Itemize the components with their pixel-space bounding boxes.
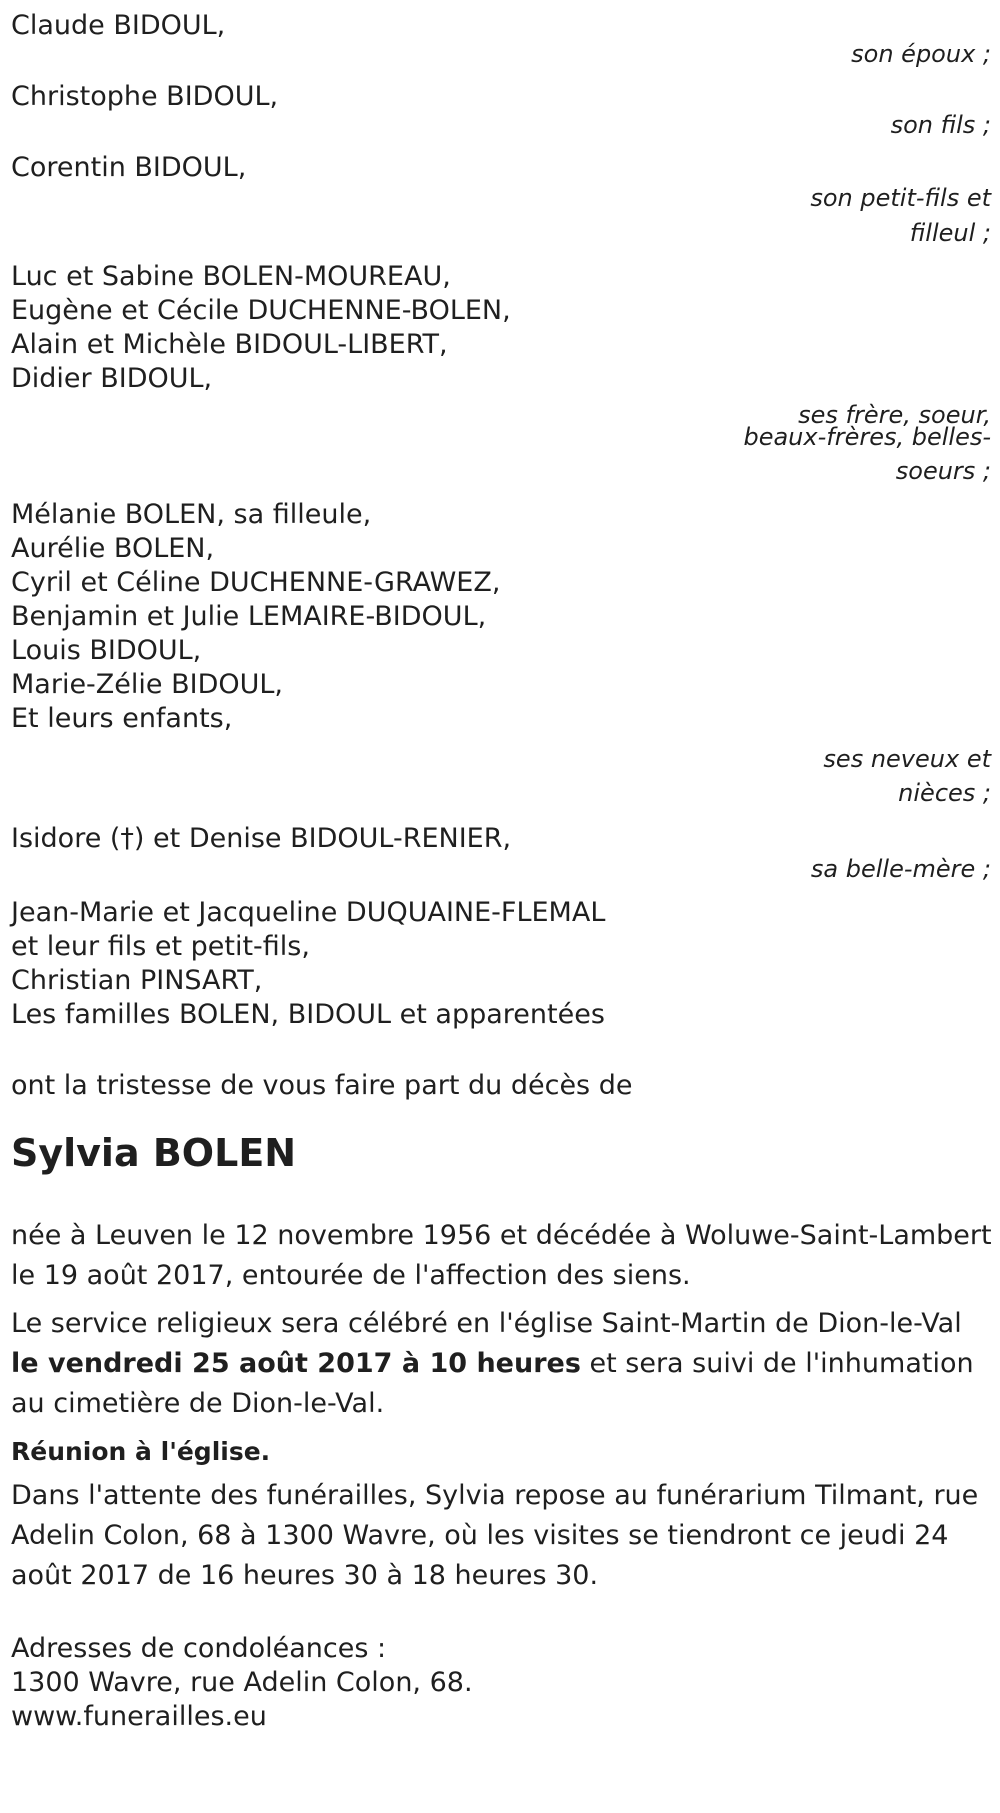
- family-name: Alain et Michèle BIDOUL-LIBERT,: [11, 329, 448, 360]
- family-name: Corentin BIDOUL,: [11, 152, 247, 183]
- family-group-others: [11, 896, 991, 1032]
- relation-label: ses frère, soeur,: [798, 401, 991, 429]
- family-name: Marie-Zélie BIDOUL,: [11, 669, 284, 700]
- family-name: Benjamin et Julie LEMAIRE-BIDOUL,: [11, 601, 487, 632]
- meeting-note: Réunion à l'église.: [11, 1437, 271, 1466]
- relation-label: nièces ;: [898, 779, 991, 807]
- relation-label: son fils ;: [890, 111, 991, 139]
- service-text: [11, 1304, 996, 1424]
- family-name: Mélanie BOLEN, sa filleule,: [11, 499, 372, 530]
- service-text-part: Le service religieux sera célébré en l'église Saint-Martin de Dion-le-Val: [11, 1308, 962, 1339]
- condolences-website-link[interactable]: www.funerailles.eu: [11, 1701, 267, 1732]
- relation-label: filleul ;: [909, 219, 991, 247]
- relation-label: sa belle-mère ;: [810, 855, 991, 883]
- announcement-text: ont la tristesse de vous faire part du décès de: [11, 1070, 633, 1101]
- condolences-address: 1300 Wavre, rue Adelin Colon, 68.: [11, 1667, 473, 1698]
- family-name: Christian PINSART,: [11, 965, 263, 996]
- family-name: Christophe BIDOUL,: [11, 81, 279, 112]
- relation-label: beaux-frères, belles-: [743, 423, 991, 451]
- relation-label: son petit-fils et: [810, 184, 991, 212]
- family-group-siblings: [11, 260, 991, 488]
- family-name: Cyril et Céline DUCHENNE-GRAWEZ,: [11, 567, 501, 598]
- family-group-nephews: [11, 498, 991, 810]
- family-name: Et leurs enfants,: [11, 703, 233, 734]
- family-group-son: [11, 77, 991, 138]
- relation-label: soeurs ;: [895, 457, 991, 485]
- condolences-label: Adresses de condoléances :: [11, 1633, 387, 1664]
- family-name: Louis BIDOUL,: [11, 635, 202, 666]
- service-text-part: et sera suivi de l'inhumation au cimetière de Dion-le-Val.: [11, 1348, 974, 1419]
- family-name: Eugène et Cécile DUCHENNE-BOLEN,: [11, 295, 511, 326]
- family-name: Jean-Marie et Jacqueline DUQUAINE-FLEMAL: [11, 897, 606, 928]
- relation-label: son époux ;: [851, 40, 991, 68]
- birth-death-text: née à Leuven le 12 novembre 1956 et décédée à Woluwe-Saint-Lambert le 19 août 2017, entourée de l'affection des siens.: [11, 1220, 992, 1291]
- family-group-grandson: [11, 148, 991, 250]
- family-name: Isidore (†) et Denise BIDOUL-RENIER,: [11, 823, 512, 854]
- family-name: Didier BIDOUL,: [11, 363, 213, 394]
- visit-text: Dans l'attente des funérailles, Sylvia repose au funérarium Tilmant, rue Adelin Colon, 68 à 1300 Wavre, où les visites se tiendront ce jeudi 24 août 2017 de 16 heures 30 à 18 heures 30.: [11, 1480, 979, 1591]
- family-name: Claude BIDOUL,: [11, 10, 226, 41]
- service-date: le vendredi 25 août 2017 à 10 heures: [11, 1348, 581, 1379]
- family-group-mother-in-law: [11, 822, 991, 882]
- family-name: Aurélie BOLEN,: [11, 533, 215, 564]
- family-name: Les familles BOLEN, BIDOUL et apparentées: [11, 999, 605, 1030]
- obituary-notice: [11, 6, 991, 1734]
- family-name: Luc et Sabine BOLEN-MOUREAU,: [11, 261, 451, 292]
- family-name: et leur fils et petit-fils,: [11, 931, 310, 962]
- deceased-name: Sylvia BOLEN: [11, 1131, 297, 1175]
- family-group-husband: [11, 6, 991, 67]
- relation-label: ses neveux et: [823, 745, 991, 773]
